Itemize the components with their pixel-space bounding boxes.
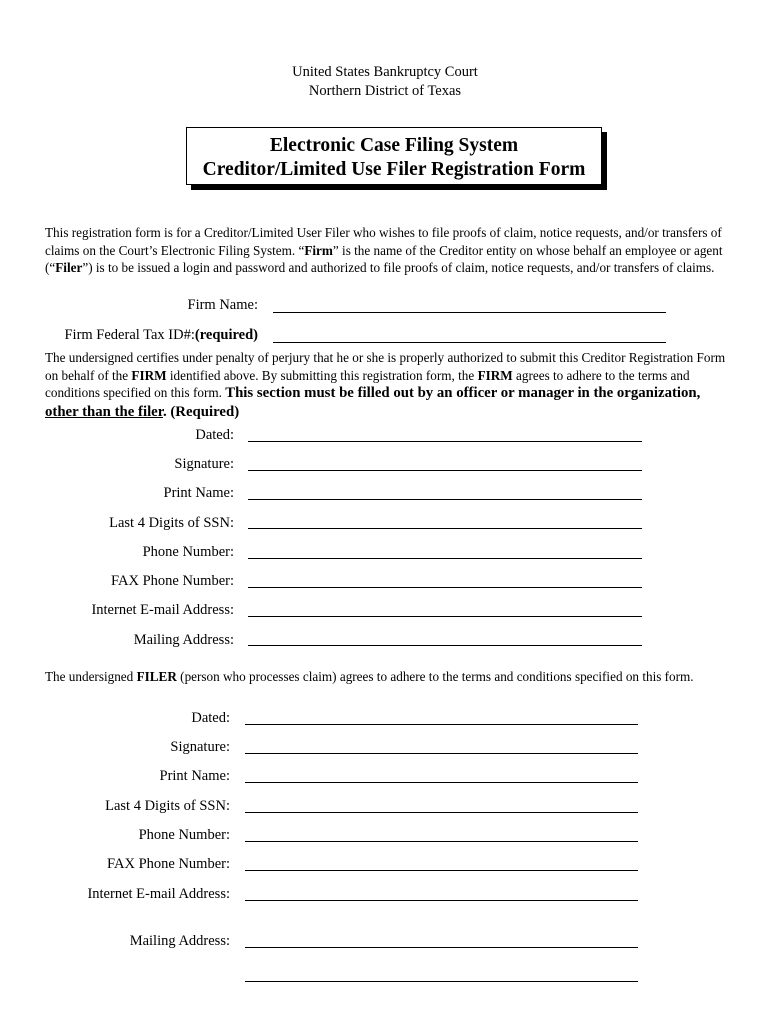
filer-text-1: The undersigned [45,669,137,684]
filer-mailing-field-line2[interactable] [245,981,638,982]
officer-text-1: The undersigned certifies under penalty of perjury that he or she is properly authorized to submit this Creditor Registration Form on behalf of the [45,350,726,383]
filer-fax-field[interactable] [245,870,638,871]
form-title-box [186,127,602,185]
court-header [0,63,770,101]
officer-fax-field[interactable] [248,587,642,588]
filer-email-field[interactable] [245,900,638,901]
officer-ssn-field[interactable] [248,528,642,529]
filer-term: FILER [136,669,177,684]
filer-signature-label: Signature: [170,739,230,755]
officer-phone-label: Phone Number: [142,544,234,560]
officer-print-name-label: Print Name: [163,485,234,501]
tax-id-required: (required) [194,327,258,343]
filer-dated-label: Dated: [191,710,230,726]
officer-email-label: Internet E-mail Address: [91,602,234,618]
filer-print-name-label: Print Name: [159,768,230,784]
intro-text-1: This registration form is for a Creditor/Limited User Filer who wishes to file proofs of claim, notice requests, and/or transfers of claims on the Court’s Electronic Filing System. “ [45,225,722,258]
intro-text-2: ” is the name of the Creditor entity on whose behalf an employee or agent (“ [45,242,723,275]
officer-dated-label: Dated: [195,427,234,443]
officer-text-2: identified above. By submitting this registration form, the [166,367,478,383]
officer-dated-field[interactable] [248,441,642,442]
firm-name-field[interactable] [273,312,666,313]
filer-ssn-label: Last 4 Digits of SSN: [105,798,230,814]
officer-firm-term-1: FIRM [131,367,167,383]
filer-agreement-text [45,668,735,686]
filer-text-2: (person who processes claim) agrees to adhere to the terms and conditions specified on this form. [176,669,694,684]
officer-ssn-label: Last 4 Digits of SSN: [109,515,234,531]
officer-certification-text [45,349,735,421]
form-title-line2: Creditor/Limited Use Filer Registration Form [202,159,586,180]
intro-filer-term: Filer [55,260,83,275]
officer-text-3: agrees to adhere to the terms and conditions specified on this form. [45,367,690,400]
district-name: Northern District of Texas [308,83,462,99]
intro-text-3: ”) is to be issued a login and password and authorized to file proofs of claim, notice requests, and/or transfers of claims. [82,260,715,275]
court-name: United States Bankruptcy Court [292,64,478,80]
filer-phone-label: Phone Number: [138,827,230,843]
officer-mailing-field[interactable] [248,645,642,646]
tax-id-label-text: Firm Federal Tax ID#: [64,327,195,343]
officer-other-than-filer: other than the filer [45,403,163,420]
tax-id-label [64,326,258,344]
filer-fax-label: FAX Phone Number: [107,856,230,872]
officer-print-name-field[interactable] [248,499,642,500]
officer-email-field[interactable] [248,616,642,617]
form-title-line1: Electronic Case Filing System [269,135,519,156]
officer-phone-field[interactable] [248,558,642,559]
officer-signature-label: Signature: [174,456,234,472]
filer-dated-field[interactable] [245,724,638,725]
filer-signature-field[interactable] [245,753,638,754]
officer-signature-field[interactable] [248,470,642,471]
officer-mailing-label: Mailing Address: [133,632,234,648]
intro-paragraph [45,224,735,277]
filer-mailing-label: Mailing Address: [129,933,230,949]
filer-phone-field[interactable] [245,841,638,842]
tax-id-field[interactable] [273,342,666,343]
officer-required-text: This section must be filled out by an officer or manager in the organization, [225,385,701,401]
firm-name-label: Firm Name: [187,297,258,313]
officer-fax-label: FAX Phone Number: [111,573,234,589]
filer-mailing-field[interactable] [245,947,638,948]
filer-print-name-field[interactable] [245,782,638,783]
officer-required-note: . (Required) [162,403,240,420]
intro-firm-term: Firm [304,242,333,258]
officer-firm-term-2: FIRM [477,367,513,383]
filer-email-label: Internet E-mail Address: [87,886,230,902]
filer-ssn-field[interactable] [245,812,638,813]
